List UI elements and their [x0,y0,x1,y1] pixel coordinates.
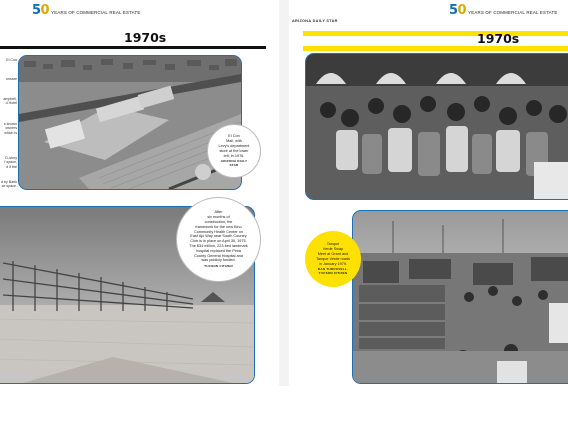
anniversary-logo [32,5,140,17]
logo-text: YEARS OF COMMERCIAL REAL ESTATE [51,10,141,15]
swap-meet-photo [352,210,568,384]
photo2-caption-bubble [176,197,261,282]
caption-line: El Con [228,134,240,139]
decade-heading: 1970s [124,30,167,45]
margin-snippet: s known owners which is [3,122,17,135]
photo1-caption-bubble [207,124,261,178]
caption-line: framework for the new Kino [195,224,242,229]
caption-line: Meet at Grant and [317,252,349,257]
photo-credit: DAN TURCOVELL, [317,266,349,271]
logo-number: 50 [449,3,467,18]
left-page [0,0,279,386]
caption-line: Verde Swap [322,247,344,252]
caption-line: in January 1979. [318,261,348,266]
el-con-mall-aerial-photo [18,55,242,190]
caption-line: County General Hospital and [194,253,243,258]
caption-line: Mall, with [226,139,242,144]
caption-line: Levy's department [218,144,250,149]
caption-line: Tanque Verde roads [316,256,350,261]
margin-snippet: D-story f space, d it the [4,156,17,169]
caption-line: store at the lower [219,148,249,153]
photo-credit: ARIZONA DAILY [220,158,248,163]
caption-line: hospital replaced the Pima [196,248,241,253]
caption-line: Community Health Center on [194,229,243,234]
photo-credit: TUCSON CITIZEN [204,263,233,268]
caption-line: The $34 million, 223-bed landmark [189,244,248,249]
caption-line: After [214,210,223,215]
caption-line: Club is in place on April 30, 1975. [190,239,247,244]
decade-heading: 1970s [477,31,520,46]
caption-line: East Ajo Way near South Country [190,234,247,239]
page-gutter [279,0,289,386]
caption-line: six months of [207,215,230,220]
margin-snippet: El Con [6,58,17,62]
photo4-caption-bubble [305,231,361,287]
heading-rule [0,46,266,49]
crowd-photo [305,53,568,200]
photo-credit: TUCSON CITIZEN [318,270,348,275]
anniversary-logo [449,5,557,17]
margin-snippet: d by Bank ce space. [1,180,17,189]
heading-rule-bottom [303,46,568,51]
margin-snippet: ampbell, d Hotel [3,97,17,106]
caption-line: Tanque [326,242,340,247]
caption-line: left, in 1976. [223,153,245,158]
logo-text: YEARS OF COMMERCIAL REAL ESTATE [468,10,558,15]
margin-snippet: onsare [6,77,17,81]
logo-number: 50 [32,3,50,18]
photo-credit: STAR [229,162,239,167]
right-page [289,0,568,386]
heading-rule-top [303,31,568,36]
caption-line: construction, the [204,220,233,225]
publication-name: ARIZONA DAILY STAR [292,19,338,23]
caption-line: was publicly funded. [201,258,236,263]
